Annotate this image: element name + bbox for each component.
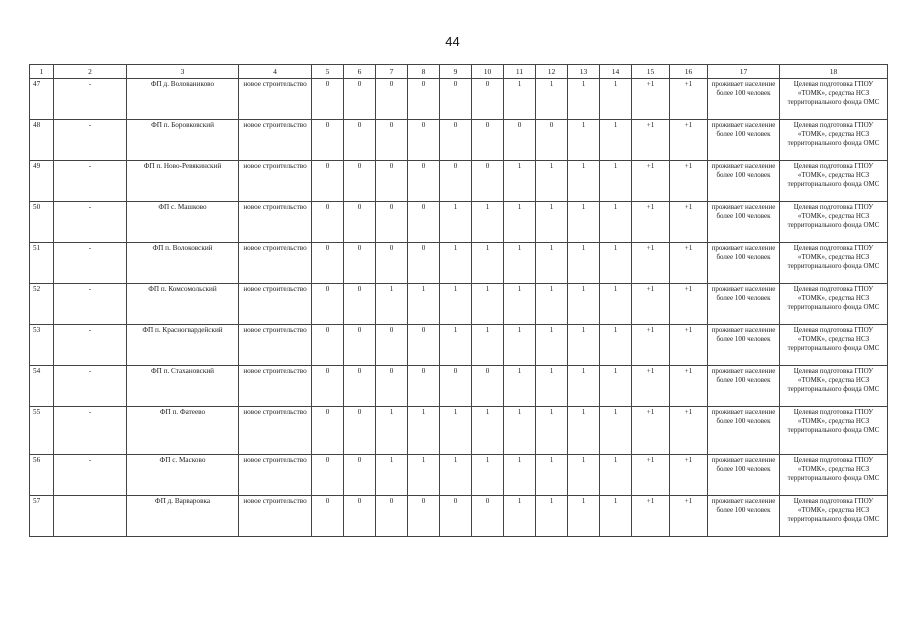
- indicator-cell: 1: [536, 455, 568, 496]
- change-cell: +1: [670, 496, 708, 537]
- indicator-cell: 1: [568, 325, 600, 366]
- indicator-cell: 1: [600, 496, 632, 537]
- justification-cell: проживает население более 100 человек: [708, 407, 780, 455]
- facility-name-cell: ФП п. Комсомольский: [127, 284, 239, 325]
- indicator-cell: 1: [536, 243, 568, 284]
- change-cell: +1: [670, 284, 708, 325]
- indicator-cell: 1: [376, 407, 408, 455]
- row-code-cell: -: [54, 325, 127, 366]
- justification-cell: проживает население более 100 человек: [708, 243, 780, 284]
- row-number-cell: 54: [30, 366, 54, 407]
- table-row: [30, 325, 888, 366]
- column-header: 18: [780, 65, 888, 79]
- indicator-cell: 0: [312, 366, 344, 407]
- work-type-cell: новое строительство: [239, 243, 312, 284]
- indicator-cell: 1: [376, 284, 408, 325]
- justification-cell: проживает население более 100 человек: [708, 325, 780, 366]
- indicator-cell: 0: [344, 325, 376, 366]
- indicator-cell: 1: [568, 284, 600, 325]
- facility-name-cell: ФП п. Стахановский: [127, 366, 239, 407]
- indicator-cell: 0: [312, 325, 344, 366]
- facility-name-cell: ФП п. Боровковский: [127, 120, 239, 161]
- indicator-cell: 1: [504, 202, 536, 243]
- indicator-cell: 0: [312, 455, 344, 496]
- change-cell: +1: [632, 79, 670, 120]
- indicator-cell: 1: [504, 407, 536, 455]
- row-number-cell: 48: [30, 120, 54, 161]
- facility-name-cell: ФП п. Фатеево: [127, 407, 239, 455]
- indicator-cell: 0: [472, 366, 504, 407]
- indicator-cell: 1: [568, 366, 600, 407]
- staffing-source-cell: Целевая подготовка ГПОУ «ТОМК», средства НСЗ территориального фонда ОМС: [780, 496, 888, 537]
- justification-cell: проживает население более 100 человек: [708, 366, 780, 407]
- staffing-source-cell: Целевая подготовка ГПОУ «ТОМК», средства НСЗ территориального фонда ОМС: [780, 455, 888, 496]
- indicator-cell: 1: [504, 325, 536, 366]
- column-header: 3: [127, 65, 239, 79]
- indicator-cell: 1: [568, 243, 600, 284]
- column-header: 8: [408, 65, 440, 79]
- indicator-cell: 0: [408, 120, 440, 161]
- indicator-cell: 1: [440, 325, 472, 366]
- row-number-cell: 53: [30, 325, 54, 366]
- change-cell: +1: [632, 243, 670, 284]
- indicator-cell: 0: [312, 120, 344, 161]
- change-cell: +1: [670, 325, 708, 366]
- indicator-cell: 0: [440, 161, 472, 202]
- work-type-cell: новое строительство: [239, 79, 312, 120]
- row-number-cell: 55: [30, 407, 54, 455]
- staffing-source-cell: Целевая подготовка ГПОУ «ТОМК», средства НСЗ территориального фонда ОМС: [780, 202, 888, 243]
- table-row: [30, 79, 888, 120]
- indicator-cell: 1: [408, 284, 440, 325]
- change-cell: +1: [670, 455, 708, 496]
- table-row: [30, 120, 888, 161]
- staffing-source-cell: Целевая подготовка ГПОУ «ТОМК», средства НСЗ территориального фонда ОМС: [780, 161, 888, 202]
- change-cell: +1: [670, 202, 708, 243]
- indicator-cell: 0: [440, 79, 472, 120]
- indicator-cell: 1: [504, 161, 536, 202]
- indicator-cell: 1: [568, 120, 600, 161]
- indicator-cell: 1: [504, 496, 536, 537]
- change-cell: +1: [632, 496, 670, 537]
- indicator-cell: 0: [504, 120, 536, 161]
- facilities-table: [29, 64, 888, 537]
- indicator-cell: 0: [472, 79, 504, 120]
- row-code-cell: -: [54, 407, 127, 455]
- indicator-cell: 1: [568, 455, 600, 496]
- change-cell: +1: [632, 161, 670, 202]
- column-header: 13: [568, 65, 600, 79]
- row-code-cell: [54, 496, 127, 537]
- indicator-cell: 1: [408, 455, 440, 496]
- indicator-cell: 1: [600, 79, 632, 120]
- indicator-cell: 0: [344, 455, 376, 496]
- indicator-cell: 0: [472, 496, 504, 537]
- indicator-cell: 0: [440, 366, 472, 407]
- justification-cell: проживает население более 100 человек: [708, 496, 780, 537]
- staffing-source-cell: Целевая подготовка ГПОУ «ТОМК», средства НСЗ территориального фонда ОМС: [780, 79, 888, 120]
- work-type-cell: новое строительство: [239, 161, 312, 202]
- facility-name-cell: ФП д. Волованиково: [127, 79, 239, 120]
- indicator-cell: 0: [472, 120, 504, 161]
- indicator-cell: 1: [504, 455, 536, 496]
- table-row: [30, 243, 888, 284]
- column-header: 11: [504, 65, 536, 79]
- indicator-cell: 1: [600, 284, 632, 325]
- staffing-source-cell: Целевая подготовка ГПОУ «ТОМК», средства НСЗ территориального фонда ОМС: [780, 120, 888, 161]
- change-cell: +1: [632, 325, 670, 366]
- indicator-cell: 0: [312, 202, 344, 243]
- indicator-cell: 0: [312, 407, 344, 455]
- indicator-cell: 1: [472, 284, 504, 325]
- indicator-cell: 1: [472, 325, 504, 366]
- indicator-cell: 0: [312, 284, 344, 325]
- facility-name-cell: ФП п. Волоковский: [127, 243, 239, 284]
- indicator-cell: 0: [440, 496, 472, 537]
- indicator-cell: 0: [376, 366, 408, 407]
- indicator-cell: 1: [440, 407, 472, 455]
- indicator-cell: 0: [408, 325, 440, 366]
- indicator-cell: 0: [344, 407, 376, 455]
- indicator-cell: 1: [600, 325, 632, 366]
- indicator-cell: 1: [536, 284, 568, 325]
- indicator-cell: 0: [344, 161, 376, 202]
- row-code-cell: -: [54, 79, 127, 120]
- indicator-cell: 1: [440, 284, 472, 325]
- row-number-cell: 57: [30, 496, 54, 537]
- indicator-cell: 0: [472, 161, 504, 202]
- indicator-cell: 1: [536, 366, 568, 407]
- indicator-cell: 0: [376, 325, 408, 366]
- indicator-cell: 1: [504, 284, 536, 325]
- change-cell: +1: [632, 284, 670, 325]
- staffing-source-cell: Целевая подготовка ГПОУ «ТОМК», средства НСЗ территориального фонда ОМС: [780, 284, 888, 325]
- change-cell: +1: [670, 366, 708, 407]
- work-type-cell: новое строительство: [239, 455, 312, 496]
- indicator-cell: 0: [408, 366, 440, 407]
- indicator-cell: 0: [408, 202, 440, 243]
- change-cell: +1: [632, 202, 670, 243]
- column-header: 12: [536, 65, 568, 79]
- indicator-cell: 0: [312, 79, 344, 120]
- indicator-cell: 1: [568, 161, 600, 202]
- column-header: 2: [54, 65, 127, 79]
- work-type-cell: новое строительство: [239, 120, 312, 161]
- column-header: 4: [239, 65, 312, 79]
- indicator-cell: 1: [376, 455, 408, 496]
- indicator-cell: 0: [376, 161, 408, 202]
- page-number: 44: [445, 34, 460, 49]
- indicator-cell: 0: [312, 243, 344, 284]
- table-row: [30, 284, 888, 325]
- change-cell: +1: [670, 161, 708, 202]
- column-header: 9: [440, 65, 472, 79]
- indicator-cell: 1: [504, 366, 536, 407]
- column-header: 15: [632, 65, 670, 79]
- row-code-cell: -: [54, 243, 127, 284]
- indicator-cell: 1: [600, 161, 632, 202]
- facility-name-cell: ФП с. Машково: [127, 202, 239, 243]
- change-cell: +1: [632, 407, 670, 455]
- indicator-cell: 1: [536, 161, 568, 202]
- work-type-cell: новое строительство: [239, 284, 312, 325]
- indicator-cell: 1: [568, 496, 600, 537]
- indicator-cell: 0: [408, 161, 440, 202]
- indicator-cell: 1: [504, 79, 536, 120]
- justification-cell: проживает население более 100 человек: [708, 455, 780, 496]
- change-cell: +1: [670, 407, 708, 455]
- row-number-cell: 52: [30, 284, 54, 325]
- indicator-cell: 0: [376, 496, 408, 537]
- staffing-source-cell: Целевая подготовка ГПОУ «ТОМК», средства НСЗ территориального фонда ОМС: [780, 366, 888, 407]
- row-number-cell: 49: [30, 161, 54, 202]
- row-code-cell: -: [54, 366, 127, 407]
- facility-name-cell: ФП п. Красногвардейский: [127, 325, 239, 366]
- change-cell: +1: [632, 120, 670, 161]
- row-number-cell: 50: [30, 202, 54, 243]
- facility-name-cell: ФП с. Масково: [127, 455, 239, 496]
- table-row: [30, 455, 888, 496]
- indicator-cell: 0: [376, 120, 408, 161]
- column-header: 14: [600, 65, 632, 79]
- change-cell: +1: [632, 455, 670, 496]
- table-row: [30, 366, 888, 407]
- indicator-cell: 1: [600, 120, 632, 161]
- work-type-cell: новое строительство: [239, 202, 312, 243]
- row-code-cell: -: [54, 161, 127, 202]
- facility-name-cell: ФП п. Ново-Ревякинский: [127, 161, 239, 202]
- indicator-cell: 1: [472, 455, 504, 496]
- staffing-source-cell: Целевая подготовка ГПОУ «ТОМК», средства НСЗ территориального фонда ОМС: [780, 325, 888, 366]
- justification-cell: проживает население более 100 человек: [708, 284, 780, 325]
- indicator-cell: 0: [312, 496, 344, 537]
- justification-cell: проживает население более 100 человек: [708, 161, 780, 202]
- row-code-cell: -: [54, 120, 127, 161]
- table-row: [30, 202, 888, 243]
- indicator-cell: 1: [504, 243, 536, 284]
- work-type-cell: новое строительство: [239, 366, 312, 407]
- indicator-cell: 0: [344, 284, 376, 325]
- indicator-cell: 1: [600, 407, 632, 455]
- indicator-cell: 1: [536, 325, 568, 366]
- indicator-cell: 0: [408, 496, 440, 537]
- work-type-cell: новое строительство: [239, 407, 312, 455]
- indicator-cell: 1: [600, 455, 632, 496]
- justification-cell: проживает население более 100 человек: [708, 79, 780, 120]
- indicator-cell: 1: [440, 202, 472, 243]
- row-number-cell: 51: [30, 243, 54, 284]
- indicator-cell: 1: [472, 407, 504, 455]
- indicator-cell: 1: [568, 79, 600, 120]
- row-code-cell: -: [54, 455, 127, 496]
- column-header: 16: [670, 65, 708, 79]
- facility-name-cell: ФП д. Варваровка: [127, 496, 239, 537]
- indicator-cell: 0: [536, 120, 568, 161]
- indicator-cell: 1: [600, 202, 632, 243]
- indicator-cell: 1: [440, 455, 472, 496]
- change-cell: +1: [632, 366, 670, 407]
- change-cell: +1: [670, 120, 708, 161]
- staffing-source-cell: Целевая подготовка ГПОУ «ТОМК», средства НСЗ территориального фонда ОМС: [780, 407, 888, 455]
- indicator-cell: 1: [568, 407, 600, 455]
- table-row: [30, 407, 888, 455]
- indicator-cell: 0: [376, 202, 408, 243]
- indicator-cell: 0: [408, 79, 440, 120]
- indicator-cell: 0: [440, 120, 472, 161]
- change-cell: +1: [670, 79, 708, 120]
- row-number-cell: 47: [30, 79, 54, 120]
- row-number-cell: 56: [30, 455, 54, 496]
- indicator-cell: 1: [568, 202, 600, 243]
- change-cell: +1: [670, 243, 708, 284]
- indicator-cell: 0: [344, 366, 376, 407]
- indicator-cell: 0: [344, 243, 376, 284]
- column-header: 5: [312, 65, 344, 79]
- column-header: 17: [708, 65, 780, 79]
- staffing-source-cell: Целевая подготовка ГПОУ «ТОМК», средства НСЗ территориального фонда ОМС: [780, 243, 888, 284]
- table-row: [30, 496, 888, 537]
- row-code-cell: -: [54, 284, 127, 325]
- indicator-cell: 1: [536, 202, 568, 243]
- indicator-cell: 1: [536, 496, 568, 537]
- indicator-cell: 1: [408, 407, 440, 455]
- column-header: 6: [344, 65, 376, 79]
- indicator-cell: 0: [376, 79, 408, 120]
- justification-cell: проживает население более 100 человек: [708, 202, 780, 243]
- row-code-cell: -: [54, 202, 127, 243]
- indicator-cell: 1: [600, 366, 632, 407]
- indicator-cell: 0: [344, 79, 376, 120]
- work-type-cell: новое строительство: [239, 496, 312, 537]
- column-header: 7: [376, 65, 408, 79]
- indicator-cell: 0: [344, 496, 376, 537]
- indicator-cell: 1: [536, 79, 568, 120]
- column-header: 10: [472, 65, 504, 79]
- indicator-cell: 1: [472, 243, 504, 284]
- indicator-cell: 1: [440, 243, 472, 284]
- table-body: [30, 65, 888, 537]
- indicator-cell: 0: [344, 202, 376, 243]
- justification-cell: проживает население более 100 человек: [708, 120, 780, 161]
- table-row: [30, 161, 888, 202]
- indicator-cell: 1: [536, 407, 568, 455]
- column-number-row: [30, 65, 888, 79]
- work-type-cell: новое строительство: [239, 325, 312, 366]
- column-header: 1: [30, 65, 54, 79]
- indicator-cell: 0: [376, 243, 408, 284]
- indicator-cell: 1: [472, 202, 504, 243]
- indicator-cell: 0: [344, 120, 376, 161]
- indicator-cell: 0: [408, 243, 440, 284]
- indicator-cell: 1: [600, 243, 632, 284]
- indicator-cell: 0: [312, 161, 344, 202]
